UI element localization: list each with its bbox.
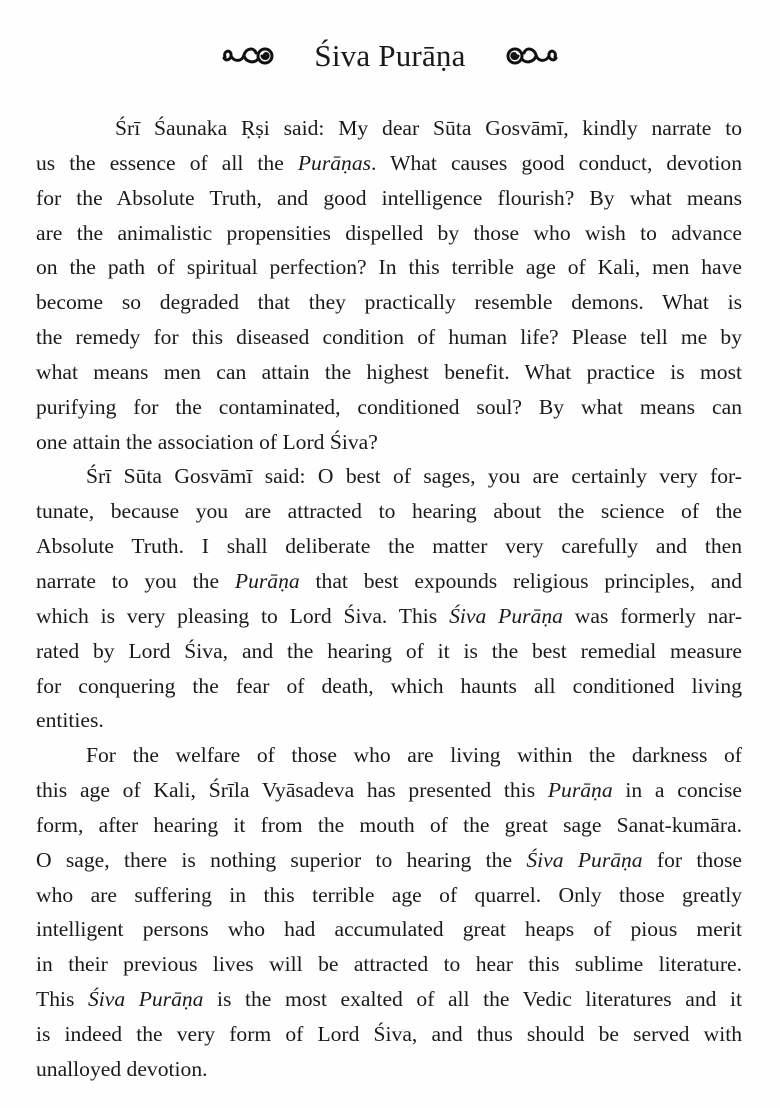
text-line: which is very pleasing to Lord Śiva. This Śiva Purāṇa was formerly nar-: [36, 603, 743, 628]
text-line: are the animalistic propensities dispelled by those who wish to advance: [36, 220, 742, 245]
text-line: Śrī Sūta Gosvāmī said: O best of sages, you are certainly very for-: [86, 464, 742, 489]
text-line: what means men can attain the highest benefit. What practice is most: [36, 359, 742, 384]
italic-title: Śiva Purāṇa: [526, 847, 643, 872]
text-line: for the Absolute Truth, and good intelligence flourish? By what means: [36, 185, 742, 210]
text-line: Śrī Śaunaka Ṛṣi said: My dear Sūta Gosvāmī, kindly narrate to: [115, 116, 742, 140]
text-line: narrate to you the Purāṇa that best expounds religious principles, and: [36, 568, 743, 593]
text-line: tunate, because you are attracted to hearing about the science of the: [36, 499, 742, 524]
italic-title: Śiva Purāṇa: [449, 603, 563, 628]
italic-title: Purāṇas: [297, 150, 372, 175]
text-line: unalloyed devotion.: [36, 1056, 208, 1081]
paragraph-suta-reply: [36, 459, 742, 738]
text-line: O sage, there is nothing superior to hearing the Śiva Purāṇa for those: [36, 847, 742, 872]
text-line: one attain the association of Lord Śiva?: [36, 429, 378, 454]
text-line: for conquering the fear of death, which haunts all conditioned living: [36, 673, 742, 698]
text-line: who are suffering in this terrible age of quarrel. Only those greatly: [36, 882, 742, 907]
scroll-ornament-right-icon: [504, 42, 560, 68]
text-line: in their previous lives will be attracted to hear this sublime literature.: [36, 952, 742, 977]
scroll-ornament-left-icon: [220, 42, 276, 68]
text-line: the remedy for this diseased condition of human life? Please tell me by: [36, 325, 742, 350]
text-line: purifying for the contaminated, conditioned soul? By what means can: [36, 394, 742, 419]
text-line: us the essence of all the Purāṇas. What causes good conduct, devotion: [36, 150, 742, 175]
body-text: [36, 111, 742, 1087]
text-line: on the path of spiritual perfection? In this terrible age of Kali, men have: [36, 255, 742, 280]
text-line: This Śiva Purāṇa is the most exalted of all the Vedic literatures and it: [36, 987, 743, 1012]
text-line: intelligent persons who had accumulated great heaps of pious merit: [36, 917, 742, 942]
text-line: Absolute Truth. I shall deliberate the matter very carefully and then: [36, 534, 742, 559]
paragraph-saunaka-question: [36, 111, 742, 459]
text-line: form, after hearing it from the mouth of the great sage Sanat-kumāra.: [36, 812, 742, 837]
italic-title: Purāṇa: [234, 568, 300, 593]
italic-title: Purāṇa: [547, 778, 613, 803]
text-line: is indeed the very form of Lord Śiva, and thus should be served with: [36, 1021, 742, 1046]
italic-title: Śiva Purāṇa: [87, 987, 204, 1012]
page-header: [0, 30, 780, 80]
text-line: For the welfare of those who are living within the darkness of: [86, 743, 742, 768]
page-title: Śiva Purāṇa: [314, 37, 466, 73]
text-line: rated by Lord Śiva, and the hearing of it is the best remedial measure: [36, 638, 742, 663]
text-line: this age of Kali, Śrīla Vyāsadeva has presented this Purāṇa in a concise: [36, 778, 742, 803]
text-line: entities.: [36, 708, 104, 733]
paragraph-kali-welfare: [36, 738, 742, 1086]
text-line: become so degraded that they practically resemble demons. What is: [36, 290, 742, 315]
